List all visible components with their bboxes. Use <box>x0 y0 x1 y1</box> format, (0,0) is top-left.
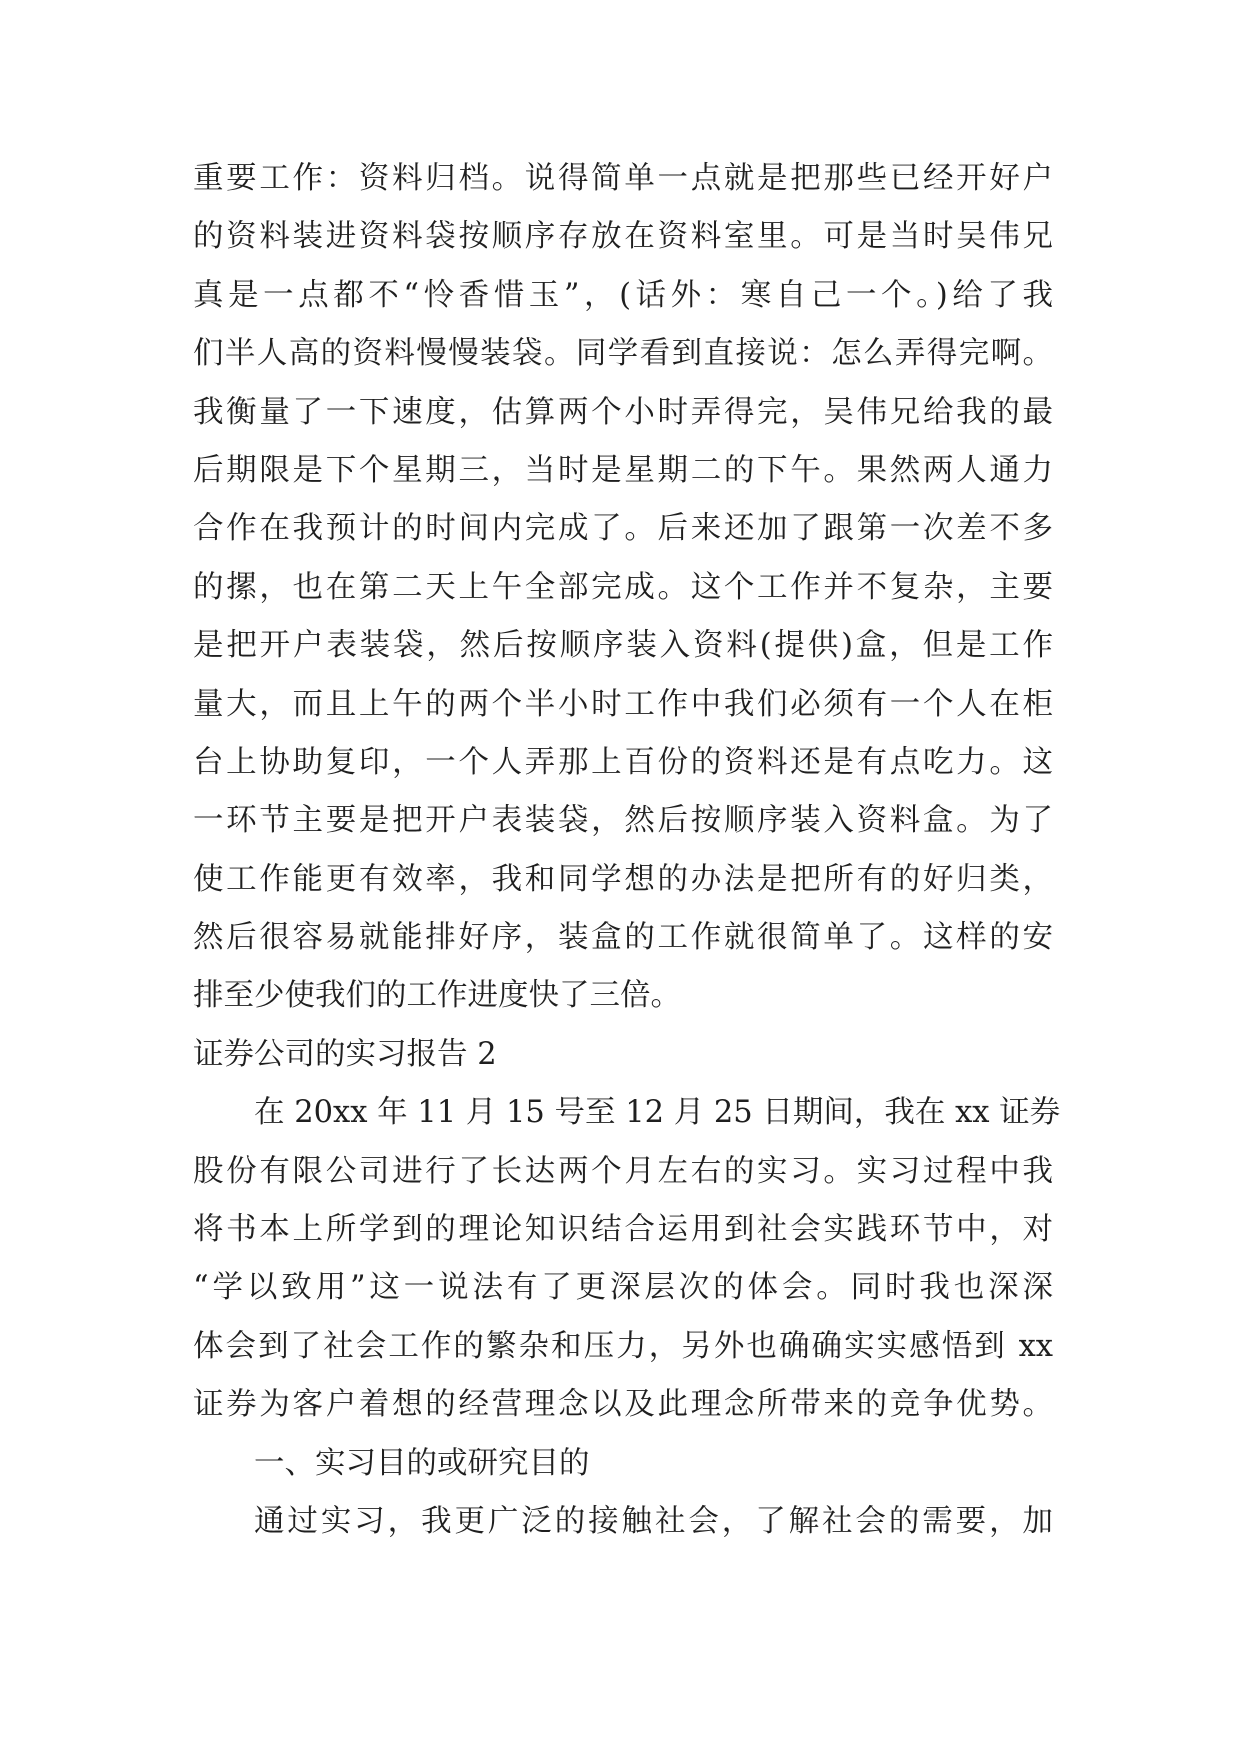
text-line: 然后很容易就能排好序，装盒的工作就很简单了。这样的安 <box>193 920 1053 956</box>
document-body <box>193 150 1061 1551</box>
text-line: 的摞，也在第二天上午全部完成。这个工作并不复杂，主要 <box>193 569 1053 605</box>
text-line: 证券为客户着想的经营理念以及此理念所带来的竞争优势。 <box>193 1387 1053 1423</box>
section-title: 证券公司的实习报告 2 <box>193 1036 497 1072</box>
text-line: 一环节主要是把开户表装袋，然后按顺序装入资料盒。为了 <box>193 803 1053 839</box>
paragraph-archiving-work <box>193 150 1053 1026</box>
text-line: 台上协助复印，一个人弄那上百份的资料还是有点吃力。这 <box>193 744 1053 780</box>
text-line: 通过实习，我更广泛的接触社会，了解社会的需要，加 <box>254 1503 1053 1539</box>
text-line: 是把开户表装袋，然后按顺序装入资料(提供)盒，但是工作 <box>193 628 1053 664</box>
text-line: 真是一点都不“怜香惜玉”，(话外：寒自己一个。)给了我 <box>193 277 1053 313</box>
paragraph-internship-overview <box>193 1084 1061 1434</box>
text-line: 量大，而且上午的两个半小时工作中我们必须有一个人在柜 <box>193 686 1053 722</box>
text-line: 的资料装进资料袋按顺序存放在资料室里。可是当时吴伟兄 <box>193 219 1053 255</box>
text-line: 排至少使我们的工作进度快了三倍。 <box>193 978 681 1014</box>
text-line: 体会到了社会工作的繁杂和压力，另外也确确实实感悟到 xx <box>193 1328 1053 1364</box>
text-line: 将书本上所学到的理论知识结合运用到社会实践环节中，对 <box>193 1212 1053 1248</box>
text-line: 在 20xx 年 11 月 15 号至 12 月 25 日期间，我在 xx 证券 <box>254 1095 1061 1131</box>
text-line: 使工作能更有效率，我和同学想的办法是把所有的好归类， <box>193 861 1053 897</box>
text-line: 后期限是下个星期三，当时是星期二的下午。果然两人通力 <box>193 452 1053 488</box>
paragraph-purpose <box>193 1493 1053 1551</box>
text-line: 重要工作：资料归档。说得简单一点就是把那些已经开好户 <box>193 161 1053 196</box>
text-line: 们半人高的资料慢慢装袋。同学看到直接说：怎么弄得完啊。 <box>193 336 1053 372</box>
text-line: 我衡量了一下速度，估算两个小时弄得完，吴伟兄给我的最 <box>193 394 1053 430</box>
text-line: 合作在我预计的时间内完成了。后来还加了跟第一次差不多 <box>193 511 1053 547</box>
heading-internship-purpose: 一、实习目的或研究目的 <box>254 1445 590 1481</box>
text-line: “学以致用”这一说法有了更深层次的体会。同时我也深深 <box>193 1270 1053 1306</box>
text-line: 股份有限公司进行了长达两个月左右的实习。实习过程中我 <box>193 1153 1053 1189</box>
